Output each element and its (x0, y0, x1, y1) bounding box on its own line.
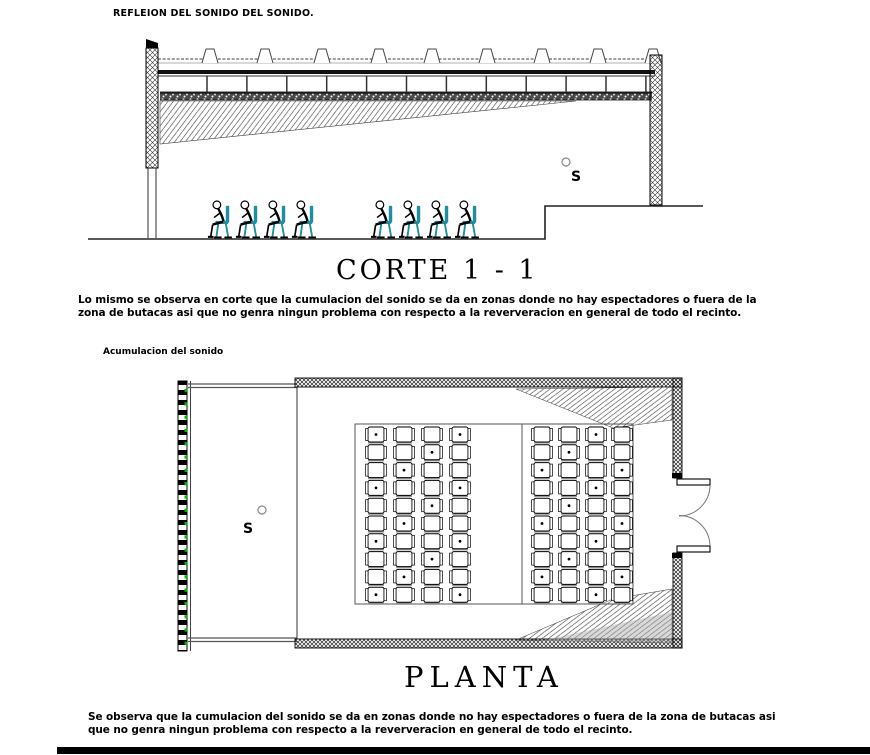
seat (559, 480, 580, 497)
section-description-line2: zona de butacas asi que no genra ningun problema con respecto a la reververacion en general de todo el recinto. (78, 306, 742, 319)
seat (586, 480, 607, 497)
roof-rib (590, 49, 606, 63)
green-marker (185, 482, 188, 485)
seat (366, 587, 387, 604)
roof (158, 49, 661, 100)
seat (366, 534, 387, 551)
seat (612, 463, 633, 480)
sound-source-marker (562, 158, 581, 185)
green-marker (185, 389, 188, 392)
plan-description-line1: Se observa que la cumulacion del sonido se da en zonas donde no hay espectadores o fuera de la zona de butacas asi (88, 711, 776, 723)
seat (612, 587, 633, 604)
sound-source-marker-plan (243, 506, 266, 537)
accumulation-label: Acumulacion del sonido (103, 347, 224, 357)
green-marker (185, 416, 188, 419)
seat (422, 445, 443, 462)
seat (450, 498, 471, 515)
seat (394, 463, 415, 480)
seat (559, 534, 580, 551)
green-marker (185, 456, 188, 459)
source-letter: S (571, 169, 582, 185)
seat (394, 569, 415, 586)
seat (394, 516, 415, 533)
seat (586, 534, 607, 551)
seat (366, 427, 387, 444)
roof-rib (202, 49, 218, 63)
seat (612, 427, 633, 444)
green-marker (185, 589, 188, 592)
seat (366, 516, 387, 533)
plan-drawing (170, 370, 718, 658)
seat (422, 534, 443, 551)
seat (559, 445, 580, 462)
section-description (78, 294, 757, 319)
green-marker (185, 628, 188, 631)
seat (366, 552, 387, 569)
section-description-line1: Lo mismo se observa en corte que la cumulacion del sonido se da en zonas donde no hay espectadores o fuera de la (78, 294, 757, 306)
seated-person (455, 201, 479, 238)
seat (586, 552, 607, 569)
green-marker (185, 402, 188, 405)
roof-rib (424, 49, 440, 63)
seat (532, 587, 553, 604)
seat (559, 552, 580, 569)
door-swing-bottom (679, 516, 710, 547)
seat (532, 569, 553, 586)
green-marker (185, 549, 188, 552)
seated-person (264, 201, 288, 238)
green-marker (185, 522, 188, 525)
seat (586, 587, 607, 604)
seat (612, 498, 633, 515)
sound-wedge-top (516, 387, 672, 428)
seat (559, 498, 580, 515)
seated-person (208, 201, 232, 238)
section-title: CORTE 1 - 1 (336, 255, 539, 286)
seat (366, 445, 387, 462)
seat (559, 516, 580, 533)
roof-rib (257, 49, 273, 63)
seat (394, 534, 415, 551)
seat (366, 463, 387, 480)
seat (394, 587, 415, 604)
green-marker (185, 429, 188, 432)
seat (586, 445, 607, 462)
seat (450, 534, 471, 551)
seat (532, 427, 553, 444)
seat (450, 445, 471, 462)
seat (422, 587, 443, 604)
seat (612, 516, 633, 533)
roof-rib (479, 49, 495, 63)
seat (366, 498, 387, 515)
green-marker (185, 562, 188, 565)
audience-figures (208, 201, 479, 238)
seat (450, 587, 471, 604)
seated-person (236, 201, 260, 238)
seat (532, 480, 553, 497)
seat (366, 569, 387, 586)
plan-seats (366, 427, 633, 604)
seat (366, 480, 387, 497)
seat (422, 463, 443, 480)
seat (450, 463, 471, 480)
seat (532, 534, 553, 551)
seat (532, 463, 553, 480)
seated-person (292, 201, 316, 238)
seat (450, 569, 471, 586)
roof-rib (534, 49, 550, 63)
seated-person (399, 201, 423, 238)
seat (450, 552, 471, 569)
plan-description (88, 711, 776, 736)
seated-person (427, 201, 451, 238)
seat (450, 427, 471, 444)
seat (586, 463, 607, 480)
seat (559, 427, 580, 444)
roof-rib (371, 49, 387, 63)
seat (394, 498, 415, 515)
sheet-note: REFLEION DEL SONIDO DEL SONIDO. (113, 8, 314, 19)
seat (422, 569, 443, 586)
double-door (677, 479, 710, 552)
seat (422, 498, 443, 515)
right-wall (650, 55, 662, 205)
seat (559, 569, 580, 586)
green-marker (185, 442, 188, 445)
sound-accumulation-wedge (160, 101, 576, 144)
seat (450, 480, 471, 497)
seat (532, 516, 553, 533)
left-wall (146, 39, 158, 238)
door-leaf-bottom (677, 546, 710, 552)
seat (612, 569, 633, 586)
green-marker (185, 495, 188, 498)
green-marker (185, 575, 188, 578)
seat (559, 463, 580, 480)
door-swing-top (679, 485, 710, 516)
seated-person (371, 201, 395, 238)
seat (612, 534, 633, 551)
seat (394, 445, 415, 462)
stage-zone (178, 381, 297, 651)
green-marker (185, 602, 188, 605)
seat (394, 427, 415, 444)
green-marker (185, 469, 188, 472)
seat (422, 516, 443, 533)
seat (612, 480, 633, 497)
seat (586, 516, 607, 533)
plan-title: PLANTA (404, 660, 564, 694)
seat (422, 427, 443, 444)
seat (450, 516, 471, 533)
green-marker (185, 535, 188, 538)
roof-rib (314, 49, 330, 63)
seat (559, 587, 580, 604)
roof-beam (158, 70, 655, 74)
seat (422, 552, 443, 569)
source-letter-plan: S (243, 521, 254, 537)
seat (586, 498, 607, 515)
green-marker (185, 615, 188, 618)
truss-posts (207, 76, 646, 92)
green-marker (185, 509, 188, 512)
floor-line (88, 206, 703, 239)
seat (586, 569, 607, 586)
seat (612, 445, 633, 462)
seat (394, 552, 415, 569)
section-drawing (80, 35, 730, 250)
bottom-bar (57, 747, 870, 754)
seat (532, 445, 553, 462)
seat (586, 427, 607, 444)
roof-ribs (202, 49, 661, 63)
seat (394, 480, 415, 497)
green-marker (185, 642, 188, 645)
seat (532, 552, 553, 569)
seat (532, 498, 553, 515)
plan-description-line2: que no genra ningun problema con respecto a la reververacion en general de todo el recinto. (88, 723, 633, 736)
door-leaf-top (677, 479, 710, 485)
seat (422, 480, 443, 497)
seat (612, 552, 633, 569)
